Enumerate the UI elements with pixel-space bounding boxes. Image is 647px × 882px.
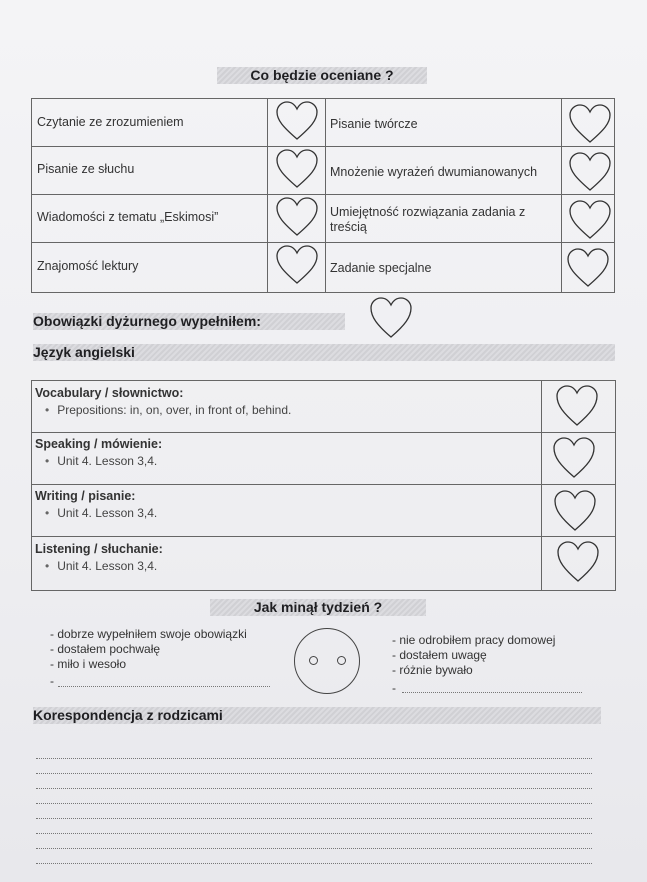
grid-divider [31,432,615,433]
grid-divider [31,484,615,485]
week-option[interactable]: - dostałem uwagę [392,648,487,662]
week-option-blank[interactable] [402,692,582,693]
criterion-word-problem: Umiejętność rozwiązania zadania z treścią [330,205,526,234]
heart-icon[interactable] [275,148,319,190]
writing-line[interactable] [36,833,592,834]
heart-icon[interactable] [553,489,597,533]
heart-icon[interactable] [568,103,612,145]
heart-icon[interactable] [369,296,413,340]
writing-line[interactable] [36,758,592,759]
grid-divider [561,98,562,292]
writing-line[interactable] [36,848,592,849]
heart-icon[interactable] [275,244,319,286]
criterion-reading-book: Znajomość lektury [37,259,139,273]
grid-divider [31,146,614,147]
writing-line[interactable] [36,863,592,864]
heart-icon[interactable] [275,196,319,238]
heart-icon[interactable] [566,247,610,289]
criterion-reading: Czytanie ze zrozumieniem [37,115,184,129]
english-speaking-title: Speaking / mówienie: [35,437,163,451]
english-vocabulary-title: Vocabulary / słownictwo: [35,386,184,400]
week-title: Jak minął tydzień ? [210,599,426,616]
grid-divider [31,242,614,243]
english-title: Język angielski [33,344,615,361]
english-vocabulary-item: • Prepositions: in, on, over, in front of, behind. [45,403,291,417]
heart-icon[interactable] [568,151,612,193]
week-option[interactable]: - różnie bywało [392,663,473,677]
grid-divider [325,98,326,292]
face-icon [294,628,360,694]
grid-divider [267,98,268,292]
english-listening-item: • Unit 4. Lesson 3,4. [45,559,157,573]
writing-line[interactable] [36,773,592,774]
week-option[interactable]: - nie odrobiłem pracy domowej [392,633,556,647]
correspondence-title: Korespondencja z rodzicami [33,707,601,724]
heart-icon[interactable] [556,540,600,584]
criterion-binomials: Mnożenie wyrażeń dwumianowanych [330,165,538,179]
week-option[interactable]: - miło i wesoło [50,657,127,671]
week-option[interactable]: - dobrze wypełniłem swoje obowiązki [50,627,247,641]
heart-icon[interactable] [568,199,612,241]
heart-icon[interactable] [275,100,319,142]
week-option-blank-label: - [392,681,396,695]
english-listening-title: Listening / słuchanie: [35,542,163,556]
week-option-blank[interactable] [58,686,270,687]
writing-line[interactable] [36,803,592,804]
english-writing-item: • Unit 4. Lesson 3,4. [45,506,157,520]
grid-divider [541,380,542,590]
eye-icon [337,656,346,665]
criterion-creative-writing: Pisanie twórcze [330,117,418,131]
criterion-special-task: Zadanie specjalne [330,261,432,275]
week-option[interactable]: - dostałem pochwałę [50,642,161,656]
week-option-blank-label: - [50,674,54,688]
english-writing-title: Writing / pisanie: [35,489,136,503]
grid-divider [31,536,615,537]
writing-line[interactable] [36,788,592,789]
grid-divider [31,194,614,195]
criterion-eskimos: Wiadomości z tematu „Eskimosi” [37,210,219,224]
writing-line[interactable] [36,818,592,819]
english-speaking-item: • Unit 4. Lesson 3,4. [45,454,157,468]
heart-icon[interactable] [552,436,596,480]
criterion-dictation: Pisanie ze słuchu [37,162,135,176]
heart-icon[interactable] [555,384,599,428]
assessment-title: Co będzie oceniane ? [217,67,427,84]
eye-icon [309,656,318,665]
duty-label: Obowiązki dyżurnego wypełniłem: [33,313,345,330]
